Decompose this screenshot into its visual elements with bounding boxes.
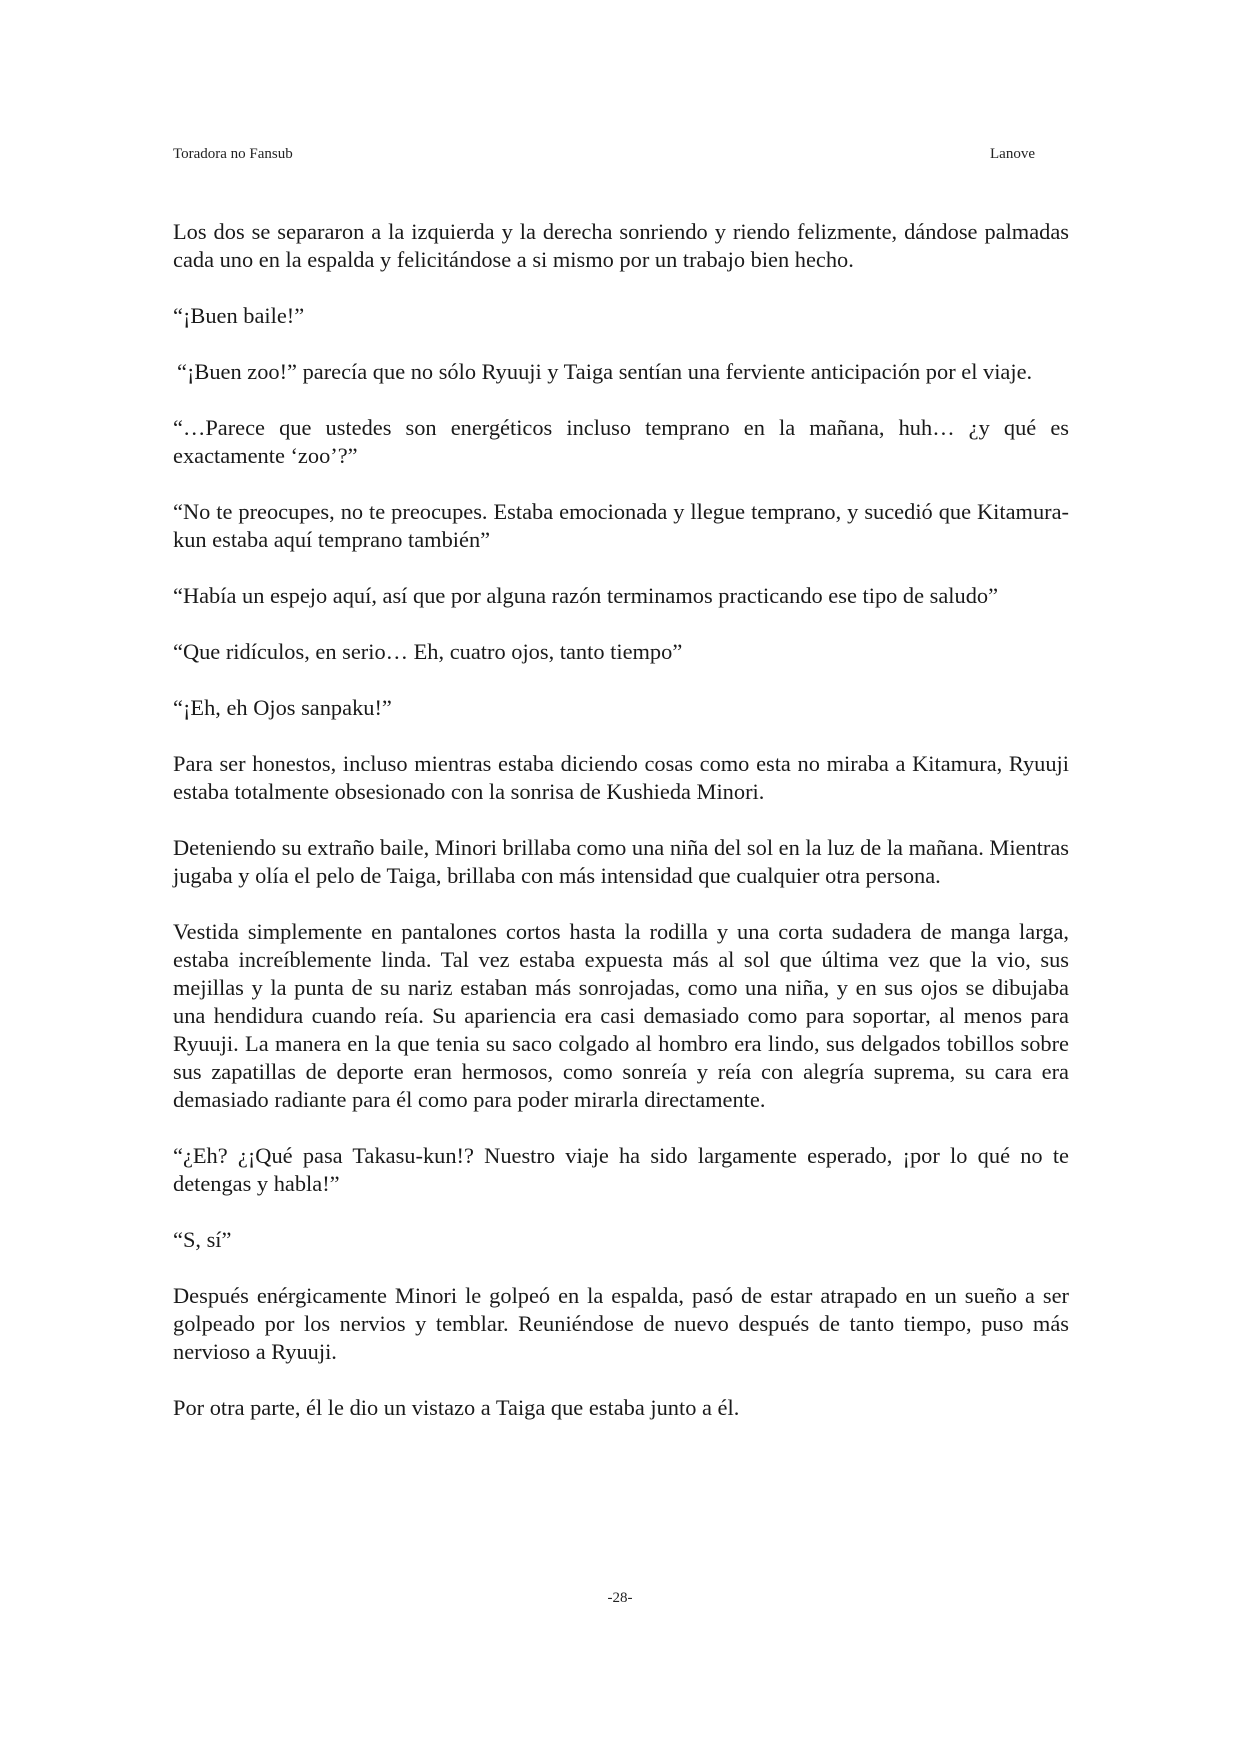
paragraph: “Había un espejo aquí, así que por alguna razón terminamos practicando ese tipo de saludo” xyxy=(173,583,999,608)
page-header xyxy=(173,146,1035,170)
paragraph: Para ser honestos, incluso mientras estaba diciendo cosas como esta no miraba a Kitamura, Ryuuji estaba totalmente obsesionado con la sonrisa de Kushieda Minori. xyxy=(173,751,1069,804)
paragraph: “¡Buen baile!” xyxy=(173,303,305,328)
body-text xyxy=(173,218,1069,1450)
paragraph: “¿Eh? ¿¡Qué pasa Takasu-kun!? Nuestro viaje ha sido largamente esperado, ¡por lo qué no te detengas y habla!” xyxy=(173,1143,1069,1196)
header-left-text: Toradora no Fansub xyxy=(173,146,293,162)
paragraph: “S, sí” xyxy=(173,1227,232,1252)
paragraph: “No te preocupes, no te preocupes. Estaba emocionada y llegue temprano, y sucedió que Kitamura-kun estaba aquí temprano también” xyxy=(173,499,1069,552)
paragraph: “Que ridículos, en serio… Eh, cuatro ojos, tanto tiempo” xyxy=(173,639,683,664)
paragraph: Por otra parte, él le dio un vistazo a Taiga que estaba junto a él. xyxy=(173,1395,740,1420)
paragraph: “…Parece que ustedes son energéticos incluso temprano en la mañana, huh… ¿y qué es exactamente ‘zoo’?” xyxy=(173,415,1069,468)
header-right-text: Lanove xyxy=(990,146,1035,162)
page-number: -28- xyxy=(607,1590,633,1606)
paragraph: Los dos se separaron a la izquierda y la derecha sonriendo y riendo felizmente, dándose palmadas cada uno en la espalda y felicitándose a si mismo por un trabajo bien hecho. xyxy=(173,219,1069,272)
paragraph: “¡Eh, eh Ojos sanpaku!” xyxy=(173,695,392,720)
paragraph: “¡Buen zoo!” parecía que no sólo Ryuuji y Taiga sentían una ferviente anticipación por el viaje. xyxy=(177,359,1033,384)
paragraph: Vestida simplemente en pantalones cortos hasta la rodilla y una corta sudadera de manga larga, estaba increíblemente linda. Tal vez estaba expuesta más al sol que última vez que la vio, sus mejillas y la punta de su nariz estaban más sonrojadas, como una niña, y en sus ojos se dibujaba una hendidura cuando reía. Su apariencia era casi demasiado como para soportar, al menos para Ryuuji. La manera en la que tenia su saco colgado al hombro era lindo, sus delgados tobillos sobre sus zapatillas de deporte eran hermosos, como sonreía y reía con alegría suprema, su cara era demasiado radiante para él como para poder mirarla directamente. xyxy=(173,919,1069,1112)
paragraph: Después enérgicamente Minori le golpeó en la espalda, pasó de estar atrapado en un sueño a ser golpeado por los nervios y temblar. Reuniéndose de nuevo después de tanto tiempo, puso más nervioso a Ryuuji. xyxy=(173,1283,1069,1364)
paragraph: Deteniendo su extraño baile, Minori brillaba como una niña del sol en la luz de la mañana. Mientras jugaba y olía el pelo de Taiga, brillaba con más intensidad que cualquier otra persona. xyxy=(173,835,1069,888)
